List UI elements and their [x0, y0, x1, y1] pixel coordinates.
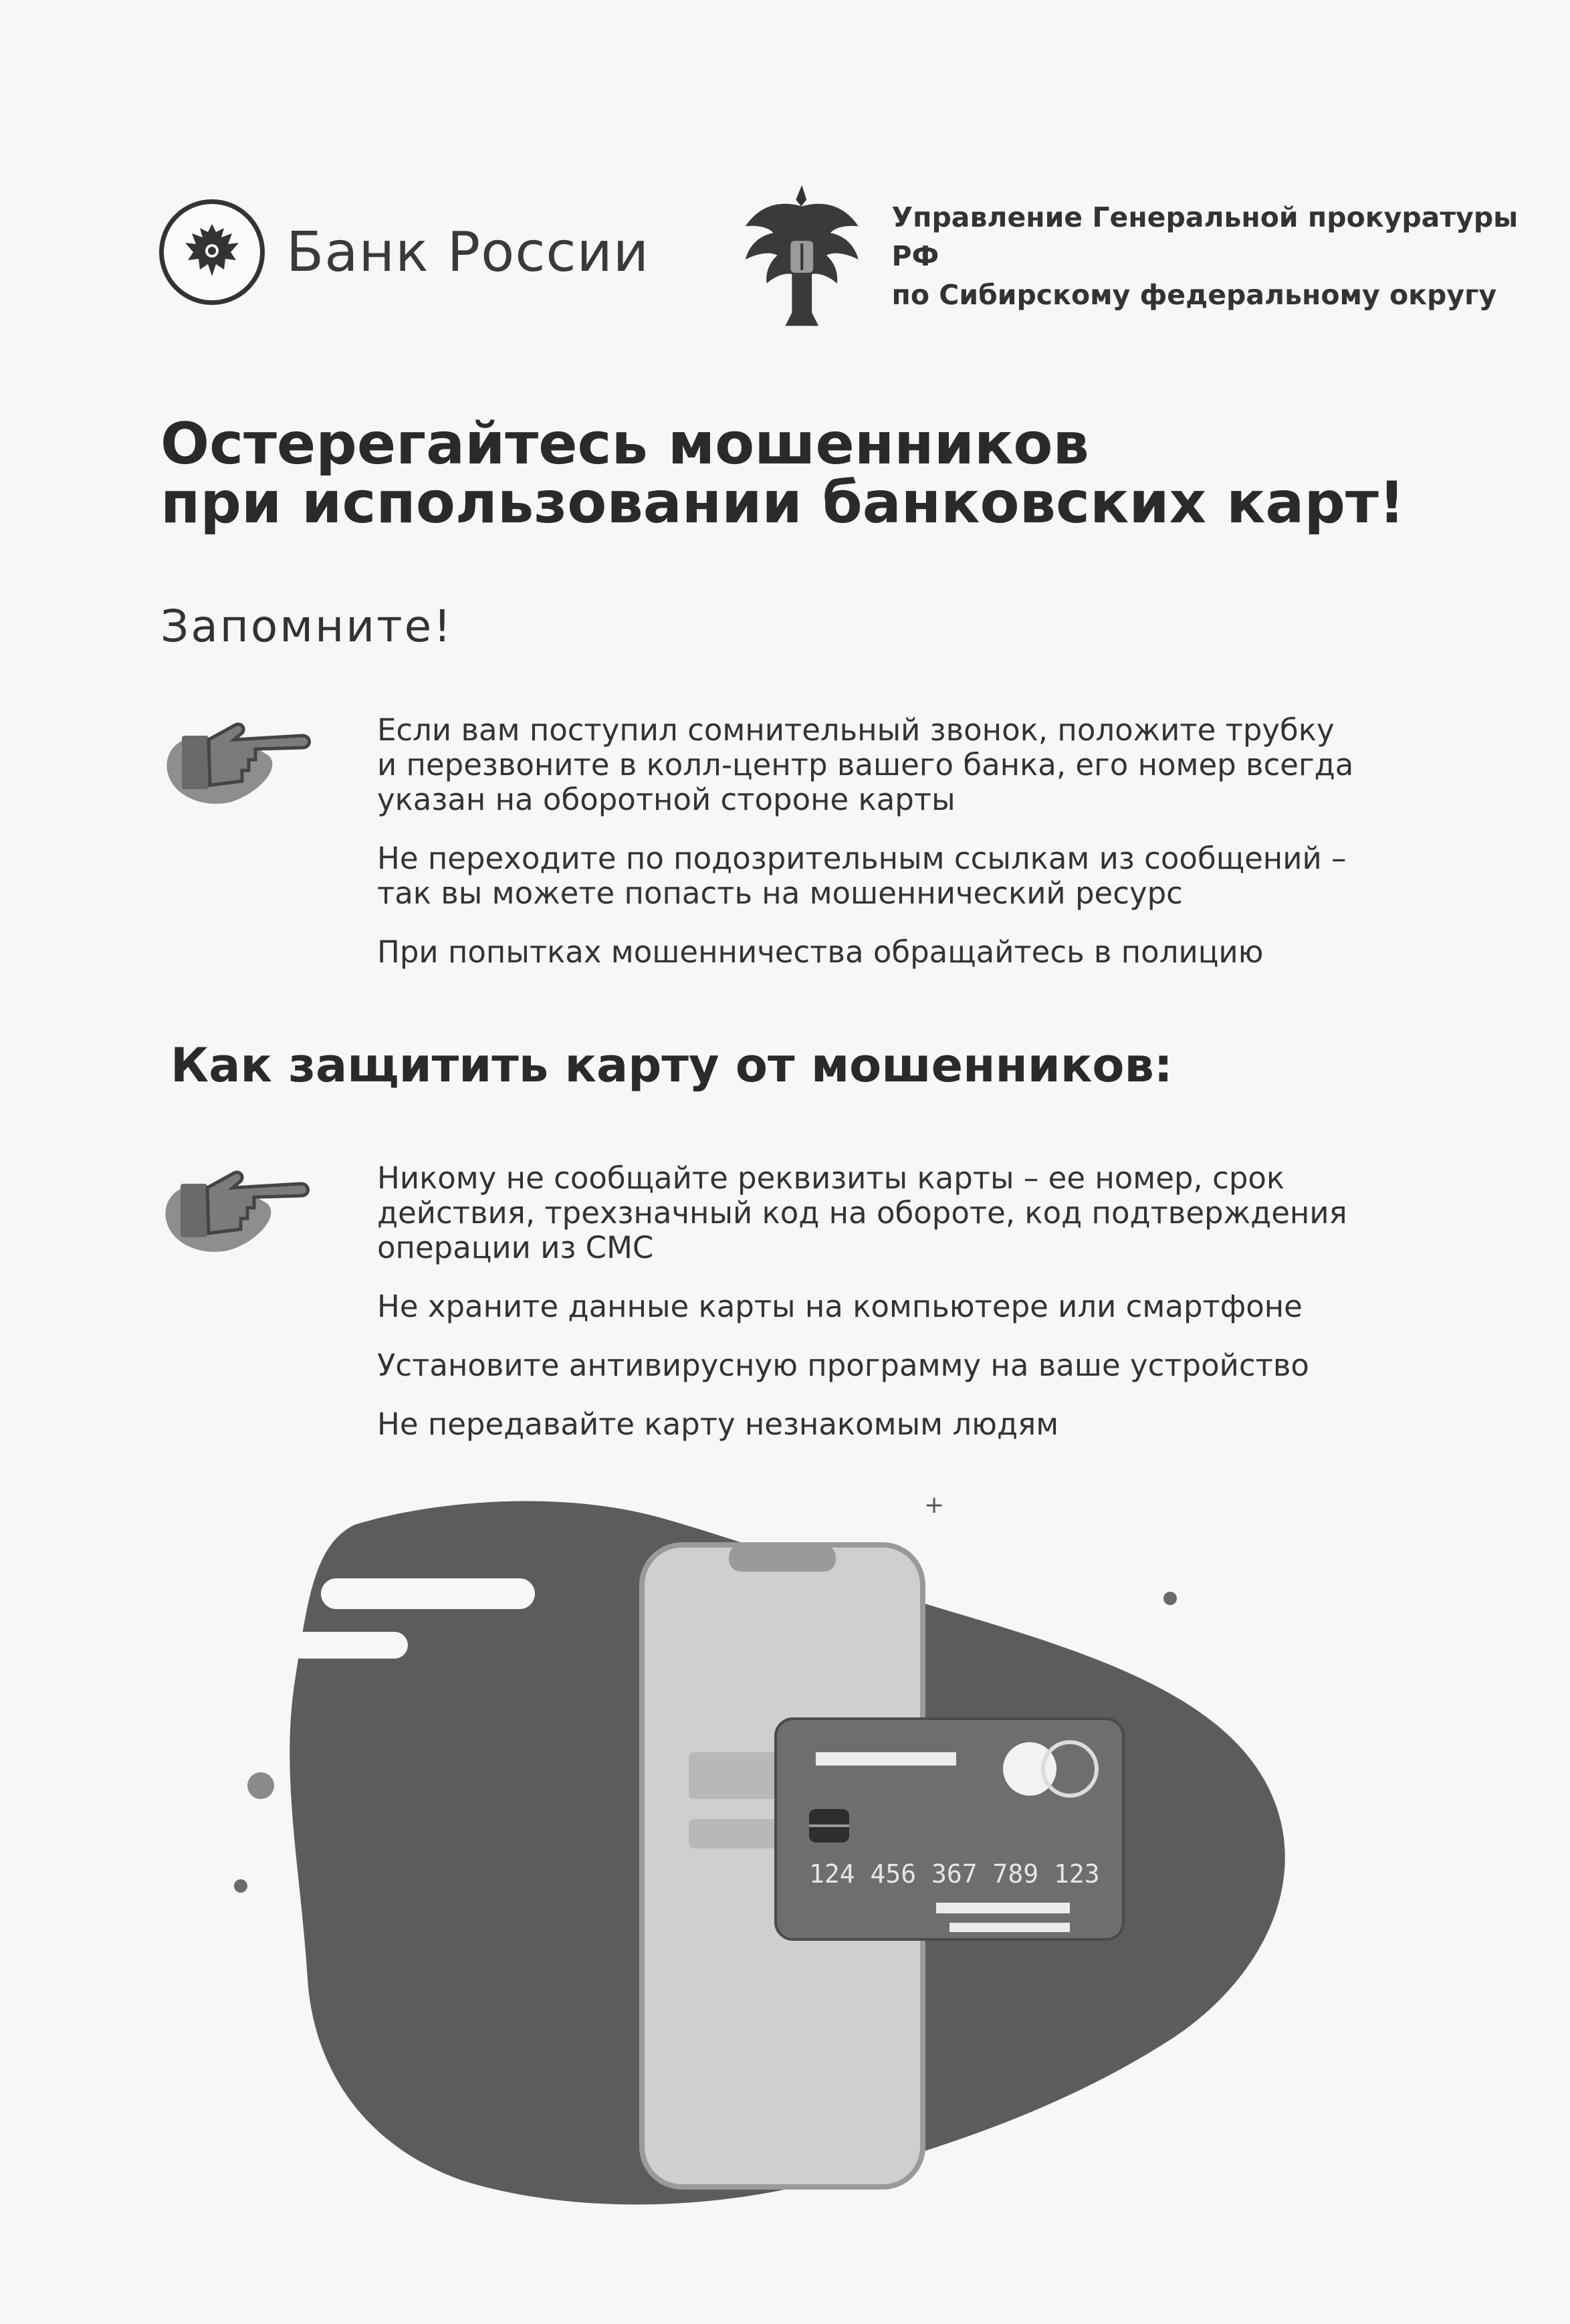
list-item: Никому не сообщайте реквизиты карты – ее номер, срок действия, трехзначный код на обороте, код подтверждения операции из СМС — [377, 1160, 1347, 1265]
prosecutor-line-2: по Сибирскому федеральному округу — [891, 279, 1497, 311]
remember-heading: Запомните! — [160, 601, 453, 652]
list-item: Не передавайте карту незнакомым людям — [377, 1406, 1059, 1442]
list-item: Установите антивирусную программу на ваше устройство — [377, 1348, 1309, 1383]
page-title — [160, 411, 1498, 536]
list-item: Не храните данные карты на компьютере или смартфоне — [377, 1289, 1303, 1324]
protect-list — [377, 1161, 1360, 1466]
double-eagle-emblem-icon — [159, 199, 265, 305]
protect-heading: Как защитить карту от мошенников: — [171, 1038, 1173, 1093]
prosecutor-office-logo — [732, 179, 1570, 333]
bank-of-russia-logo — [159, 199, 649, 305]
list-item: Если вам поступил сомнительный звонок, положите трубку и перезвоните в колл-центр вашего банка, его номер всегда указан на оборотной стороне карты — [377, 712, 1354, 817]
pointing-hand-icon — [155, 696, 336, 809]
title-line-1: Остерегайтесь мошенников — [160, 411, 1089, 478]
list-item: При попытках мошенничества обращайтесь в полицию — [377, 934, 1264, 970]
phone-card-illustration — [221, 1471, 1357, 2240]
prosecutor-office-name — [892, 198, 1570, 314]
pointing-hand-icon — [154, 1144, 334, 1257]
prosecutor-line-1: Управление Генеральной прокуратуры РФ — [891, 201, 1519, 272]
list-item: Не переходите по подозрительным ссылкам из сообщений – так вы можете попасть на мошеннический ресурс — [377, 841, 1347, 911]
bank-name: Банк России — [286, 220, 650, 284]
remember-list — [377, 713, 1360, 994]
registration-mark: + — [924, 1491, 945, 1519]
card-number: 124 456 367 789 123 — [809, 1859, 1100, 1889]
prosecutor-eagle-emblem-icon — [732, 179, 872, 333]
title-line-2: при использовании банковских карт! — [160, 469, 1406, 536]
